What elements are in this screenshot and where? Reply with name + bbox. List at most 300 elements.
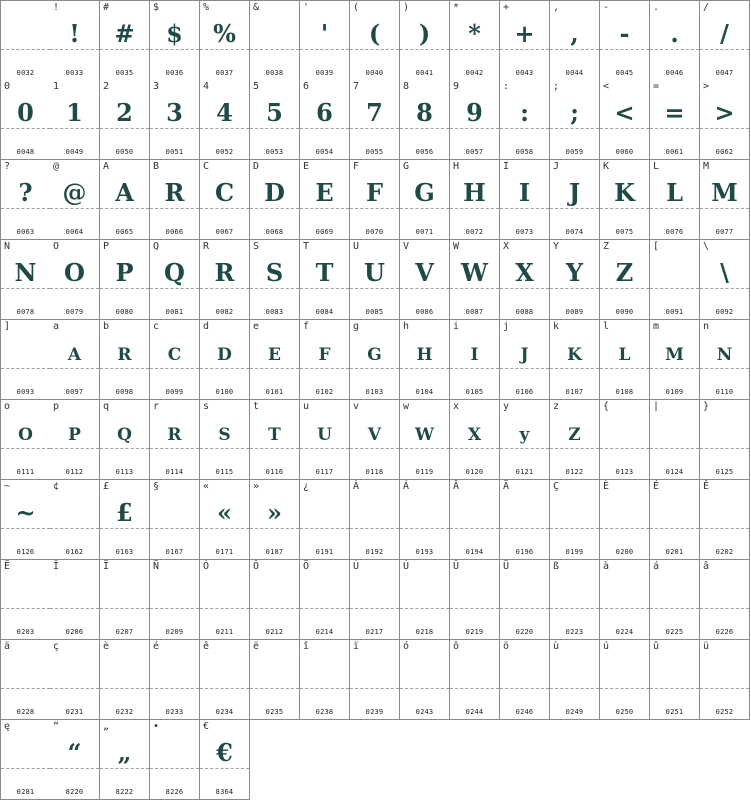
baseline-guide: [700, 528, 749, 529]
glyph-cell[interactable]: [450, 160, 500, 240]
glyph-cell[interactable]: [0, 560, 51, 640]
glyph-cell[interactable]: [250, 160, 300, 240]
baseline-guide: [400, 608, 449, 609]
glyph-key-label: á: [653, 561, 660, 572]
glyph-preview: [350, 498, 399, 528]
glyph-preview: I: [518, 178, 531, 207]
glyph-cell[interactable]: [350, 560, 400, 640]
glyph-cell[interactable]: [400, 320, 450, 400]
glyph-cell[interactable]: [0, 480, 51, 560]
glyph-cell[interactable]: [500, 0, 550, 81]
glyph-preview: [250, 658, 299, 688]
glyph-key-label: É: [653, 481, 660, 492]
glyph-code-label: 0232: [115, 708, 134, 716]
glyph-cell[interactable]: [100, 560, 150, 640]
glyph-cell[interactable]: [100, 400, 150, 480]
glyph-cell[interactable]: [400, 640, 450, 720]
glyph-cell[interactable]: [150, 720, 200, 800]
baseline-guide: [1, 208, 50, 209]
glyph-cell[interactable]: [300, 320, 350, 400]
glyph-cell[interactable]: [0, 0, 51, 81]
glyph-cell[interactable]: [150, 160, 200, 240]
glyph-cell[interactable]: [400, 160, 450, 240]
glyph-preview: ?: [18, 178, 33, 207]
glyph-code-label: 0047: [715, 69, 734, 77]
glyph-cell[interactable]: [550, 80, 600, 160]
glyph-code-label: 0067: [215, 228, 234, 236]
glyph-cell[interactable]: [650, 0, 700, 81]
glyph-cell[interactable]: [50, 80, 100, 160]
glyph-cell[interactable]: [50, 160, 100, 240]
glyph-cell[interactable]: [550, 560, 600, 640]
glyph-cell[interactable]: [300, 640, 350, 720]
glyph-code-label: 0244: [465, 708, 484, 716]
glyph-cell[interactable]: [50, 560, 100, 640]
glyph-preview: R: [167, 425, 182, 445]
baseline-guide: [150, 208, 199, 209]
glyph-cell[interactable]: [100, 240, 150, 320]
glyph-cell[interactable]: [250, 80, 300, 160]
glyph-cell[interactable]: [200, 320, 250, 400]
glyph-cell[interactable]: [400, 400, 450, 480]
glyph-preview: [1, 19, 50, 49]
glyph-cell[interactable]: [150, 320, 200, 400]
glyph-key-label: û: [653, 641, 660, 652]
glyph-code-label: 0252: [715, 708, 734, 716]
glyph-cell[interactable]: [400, 240, 450, 320]
glyph-cell[interactable]: [350, 0, 400, 81]
glyph-preview: M: [665, 345, 684, 365]
glyph-cell[interactable]: [350, 320, 400, 400]
glyph-cell[interactable]: [600, 480, 650, 560]
glyph-key-label: È: [603, 481, 610, 492]
glyph-cell[interactable]: [200, 240, 250, 320]
glyph-code-label: 0194: [465, 548, 484, 556]
baseline-guide: [150, 448, 199, 449]
glyph-cell[interactable]: [300, 240, 350, 320]
glyph-preview: [450, 498, 499, 528]
glyph-cell[interactable]: [150, 560, 200, 640]
glyph-cell[interactable]: [150, 0, 200, 81]
glyph-preview: Q: [164, 258, 185, 287]
glyph-cell[interactable]: [100, 640, 150, 720]
glyph-preview: R: [214, 258, 235, 287]
glyph-cell[interactable]: [650, 400, 700, 480]
glyph-code-label: 0201: [665, 548, 684, 556]
glyph-key-label: Ä: [503, 481, 510, 492]
glyph-key-label: ': [303, 2, 310, 13]
glyph-cell[interactable]: [300, 560, 350, 640]
baseline-guide: [150, 688, 199, 689]
glyph-preview: <: [614, 98, 635, 127]
glyph-cell[interactable]: [200, 400, 250, 480]
glyph-preview: „: [117, 738, 132, 767]
glyph-cell[interactable]: [0, 640, 51, 720]
glyph-code-label: 0107: [565, 388, 584, 396]
glyph-cell[interactable]: [500, 560, 550, 640]
glyph-preview: 0: [17, 98, 34, 127]
baseline-guide: [450, 688, 499, 689]
glyph-cell[interactable]: [250, 0, 300, 81]
glyph-cell[interactable]: [700, 240, 750, 320]
glyph-code-label: 0074: [565, 228, 584, 236]
glyph-preview: »: [267, 498, 282, 527]
glyph-preview: ': [320, 19, 329, 48]
glyph-cell[interactable]: [450, 640, 500, 720]
glyph-cell[interactable]: [700, 640, 750, 720]
glyph-code-label: 0118: [365, 468, 384, 476]
glyph-cell[interactable]: [200, 560, 250, 640]
glyph-code-label: 0126: [16, 548, 35, 556]
glyph-cell[interactable]: [250, 240, 300, 320]
glyph-cell[interactable]: [300, 80, 350, 160]
glyph-key-label: À: [353, 481, 360, 492]
glyph-cell[interactable]: [500, 240, 550, 320]
glyph-cell[interactable]: [250, 480, 300, 560]
glyph-cell[interactable]: [300, 400, 350, 480]
glyph-cell[interactable]: [650, 640, 700, 720]
glyph-cell[interactable]: [250, 320, 300, 400]
glyph-cell[interactable]: [100, 0, 150, 81]
glyph-cell[interactable]: [700, 80, 750, 160]
glyph-preview: [350, 578, 399, 608]
baseline-guide: [350, 288, 399, 289]
glyph-preview: D: [217, 345, 232, 365]
glyph-key-label: v: [353, 401, 360, 412]
glyph-cell[interactable]: [550, 160, 600, 240]
glyph-cell[interactable]: [550, 480, 600, 560]
glyph-cell[interactable]: [300, 160, 350, 240]
glyph-cell[interactable]: [50, 240, 100, 320]
glyph-cell[interactable]: [500, 480, 550, 560]
glyph-preview: [100, 658, 149, 688]
glyph-cell[interactable]: [0, 80, 51, 160]
glyph-key-label: ó: [403, 641, 410, 652]
glyph-key-label: 9: [453, 81, 460, 92]
glyph-cell[interactable]: [300, 0, 350, 81]
glyph-cell[interactable]: [700, 560, 750, 640]
glyph-cell[interactable]: [250, 640, 300, 720]
glyph-key-label: L: [653, 161, 660, 172]
glyph-key-label: l: [603, 321, 610, 332]
glyph-code-label: 0209: [165, 628, 184, 636]
glyph-cell[interactable]: [200, 80, 250, 160]
glyph-code-label: 0085: [365, 308, 384, 316]
baseline-guide: [400, 128, 449, 129]
glyph-cell[interactable]: [450, 480, 500, 560]
glyph-code-label: 0069: [315, 228, 334, 236]
glyph-code-label: 0249: [565, 708, 584, 716]
glyph-cell[interactable]: [450, 0, 500, 81]
glyph-preview: E: [315, 178, 334, 207]
baseline-guide: [1, 448, 50, 449]
baseline-guide: [550, 448, 599, 449]
baseline-guide: [700, 208, 749, 209]
glyph-code-label: 0218: [415, 628, 434, 636]
glyph-key-label: W: [453, 241, 460, 252]
baseline-guide: [600, 368, 649, 369]
glyph-cell[interactable]: [300, 480, 350, 560]
glyph-key-label: Ç: [553, 481, 560, 492]
glyph-key-label: 7: [353, 81, 360, 92]
glyph-cell[interactable]: [350, 160, 400, 240]
glyph-cell[interactable]: [0, 240, 51, 320]
glyph-preview: [650, 658, 699, 688]
glyph-key-label: 8: [403, 81, 410, 92]
baseline-guide: [400, 688, 449, 689]
glyph-cell[interactable]: [50, 480, 100, 560]
glyph-cell[interactable]: [500, 320, 550, 400]
glyph-cell[interactable]: [600, 240, 650, 320]
glyph-code-label: 0200: [615, 548, 634, 556]
baseline-guide: [50, 49, 99, 50]
glyph-cell[interactable]: [400, 0, 450, 81]
glyph-code-label: 8222: [115, 788, 134, 796]
glyph-cell[interactable]: [600, 0, 650, 81]
glyph-key-label: #: [103, 2, 110, 13]
glyph-key-label: i: [453, 321, 460, 332]
glyph-cell[interactable]: [550, 640, 600, 720]
glyph-key-label: “: [53, 721, 60, 732]
glyph-key-label: »: [253, 481, 260, 492]
glyph-key-label: =: [653, 81, 660, 92]
glyph-preview: [550, 658, 599, 688]
glyph-code-label: 0036: [165, 69, 184, 77]
glyph-cell[interactable]: [0, 400, 51, 480]
glyph-cell[interactable]: [350, 480, 400, 560]
glyph-code-label: 0090: [615, 308, 634, 316]
glyph-preview: [150, 738, 199, 768]
glyph-cell[interactable]: [150, 640, 200, 720]
baseline-guide: [150, 608, 199, 609]
glyph-cell[interactable]: [50, 640, 100, 720]
glyph-code-label: 0038: [265, 69, 284, 77]
glyph-code-label: 0084: [315, 308, 334, 316]
baseline-guide: [650, 288, 699, 289]
glyph-cell[interactable]: [450, 400, 500, 480]
glyph-code-label: 0117: [315, 468, 334, 476]
glyph-cell[interactable]: [450, 560, 500, 640]
glyph-cell[interactable]: [650, 560, 700, 640]
glyph-code-label: 0065: [115, 228, 134, 236]
glyph-code-label: 0104: [415, 388, 434, 396]
glyph-cell[interactable]: [550, 0, 600, 81]
glyph-preview: [700, 418, 749, 448]
glyph-cell[interactable]: [400, 80, 450, 160]
glyph-cell[interactable]: [200, 720, 250, 800]
glyph-cell[interactable]: [100, 720, 150, 800]
baseline-guide: [1, 49, 50, 50]
glyph-cell[interactable]: [200, 640, 250, 720]
glyph-code-label: 8226: [165, 788, 184, 796]
baseline-guide: [700, 608, 749, 609]
glyph-preview: 2: [116, 98, 133, 127]
glyph-cell[interactable]: [0, 320, 51, 400]
glyph-preview: 1: [66, 98, 83, 127]
baseline-guide: [50, 608, 99, 609]
glyph-key-label: z: [553, 401, 560, 412]
glyph-code-label: 0037: [215, 69, 234, 77]
glyph-code-label: 0032: [16, 69, 35, 77]
glyph-code-label: 0057: [465, 148, 484, 156]
glyph-cell[interactable]: [700, 400, 750, 480]
glyph-cell[interactable]: [100, 80, 150, 160]
glyph-key-label: w: [403, 401, 410, 412]
glyph-code-label: 0040: [365, 69, 384, 77]
glyph-cell[interactable]: [50, 720, 100, 800]
glyph-preview: G: [414, 178, 435, 207]
glyph-key-label: Ú: [403, 561, 410, 572]
glyph-cell[interactable]: [700, 480, 750, 560]
glyph-key-label: U: [353, 241, 360, 252]
baseline-guide: [550, 368, 599, 369]
glyph-cell[interactable]: [500, 400, 550, 480]
baseline-guide: [300, 128, 349, 129]
glyph-key-label: 1: [53, 81, 60, 92]
glyph-cell[interactable]: [550, 400, 600, 480]
glyph-cell[interactable]: [600, 160, 650, 240]
glyph-key-label: Ó: [203, 561, 210, 572]
glyph-code-label: 0122: [565, 468, 584, 476]
glyph-code-label: 0079: [65, 308, 84, 316]
glyph-cell[interactable]: [150, 480, 200, 560]
glyph-key-label: 3: [153, 81, 160, 92]
glyph-cell[interactable]: [500, 160, 550, 240]
glyph-cell[interactable]: [50, 320, 100, 400]
glyph-cell[interactable]: [350, 400, 400, 480]
glyph-preview: [350, 658, 399, 688]
glyph-cell[interactable]: [600, 400, 650, 480]
glyph-preview: [500, 578, 549, 608]
glyph-preview: (: [368, 19, 381, 48]
glyph-cell[interactable]: [700, 0, 750, 81]
baseline-guide: [350, 608, 399, 609]
glyph-cell[interactable]: [50, 400, 100, 480]
glyph-cell[interactable]: [650, 240, 700, 320]
glyph-cell[interactable]: [650, 160, 700, 240]
glyph-code-label: 0211: [215, 628, 234, 636]
glyph-cell[interactable]: [350, 80, 400, 160]
glyph-preview: [200, 658, 249, 688]
baseline-guide: [100, 768, 149, 769]
glyph-key-label: /: [703, 2, 710, 13]
glyph-code-label: 0088: [515, 308, 534, 316]
baseline-guide: [400, 528, 449, 529]
baseline-guide: [300, 49, 349, 50]
glyph-preview: J: [568, 178, 581, 207]
glyph-cell[interactable]: [150, 80, 200, 160]
glyph-cell[interactable]: [100, 320, 150, 400]
baseline-guide: [600, 448, 649, 449]
baseline-guide: [300, 208, 349, 209]
glyph-preview: R: [164, 178, 185, 207]
glyph-cell[interactable]: [350, 240, 400, 320]
glyph-code-label: 0223: [565, 628, 584, 636]
glyph-cell[interactable]: [200, 480, 250, 560]
baseline-guide: [200, 208, 249, 209]
glyph-code-label: 0049: [65, 148, 84, 156]
glyph-key-label: $: [153, 2, 160, 13]
glyph-cell[interactable]: [0, 160, 51, 240]
glyph-cell[interactable]: [450, 80, 500, 160]
glyph-key-label: à: [603, 561, 610, 572]
baseline-guide: [1, 368, 50, 369]
glyph-code-label: 0228: [16, 708, 35, 716]
glyph-code-label: 8220: [65, 788, 84, 796]
glyph-cell[interactable]: [450, 240, 500, 320]
baseline-guide: [600, 288, 649, 289]
glyph-cell[interactable]: [150, 240, 200, 320]
glyph-cell[interactable]: [100, 480, 150, 560]
baseline-guide: [100, 288, 149, 289]
glyph-cell[interactable]: [250, 400, 300, 480]
baseline-guide: [500, 208, 549, 209]
glyph-key-label: N: [4, 241, 11, 252]
baseline-guide: [350, 128, 399, 129]
glyph-cell[interactable]: [350, 640, 400, 720]
glyph-cell[interactable]: [550, 240, 600, 320]
glyph-cell[interactable]: [600, 560, 650, 640]
glyph-cell[interactable]: [550, 320, 600, 400]
glyph-cell[interactable]: [650, 320, 700, 400]
glyph-cell[interactable]: [600, 640, 650, 720]
glyph-cell[interactable]: [600, 80, 650, 160]
glyph-preview: >: [714, 98, 735, 127]
baseline-guide: [200, 448, 249, 449]
glyph-code-label: 0203: [16, 628, 35, 636]
glyph-cell[interactable]: [700, 160, 750, 240]
glyph-cell[interactable]: [200, 0, 250, 81]
glyph-code-label: 0187: [265, 548, 284, 556]
glyph-cell[interactable]: [400, 560, 450, 640]
baseline-guide: [350, 528, 399, 529]
glyph-cell[interactable]: [700, 320, 750, 400]
glyph-key-label: Û: [453, 561, 460, 572]
glyph-preview: [500, 498, 549, 528]
glyph-cell[interactable]: [50, 0, 100, 81]
glyph-code-label: 0123: [615, 468, 634, 476]
glyph-code-label: 0250: [615, 708, 634, 716]
glyph-cell[interactable]: [650, 80, 700, 160]
glyph-cell[interactable]: [250, 560, 300, 640]
baseline-guide: [250, 448, 299, 449]
glyph-cell[interactable]: [400, 480, 450, 560]
baseline-guide: [650, 608, 699, 609]
glyph-key-label: q: [103, 401, 110, 412]
glyph-cell[interactable]: [100, 160, 150, 240]
baseline-guide: [250, 368, 299, 369]
baseline-guide: [350, 49, 399, 50]
baseline-guide: [100, 608, 149, 609]
glyph-preview: W: [414, 425, 435, 445]
baseline-guide: [650, 528, 699, 529]
baseline-guide: [400, 288, 449, 289]
glyph-key-label: ë: [253, 641, 260, 652]
glyph-cell[interactable]: [450, 320, 500, 400]
glyph-cell[interactable]: [500, 80, 550, 160]
glyph-key-label: â: [703, 561, 710, 572]
glyph-cell[interactable]: [650, 480, 700, 560]
glyph-cell[interactable]: [150, 400, 200, 480]
glyph-cell[interactable]: [0, 720, 51, 800]
glyph-cell[interactable]: [600, 320, 650, 400]
glyph-cell[interactable]: [500, 640, 550, 720]
glyph-cell[interactable]: [200, 160, 250, 240]
glyph-code-label: 0167: [165, 548, 184, 556]
glyph-key-label: *: [453, 2, 460, 13]
baseline-guide: [400, 49, 449, 50]
glyph-code-label: 0080: [115, 308, 134, 316]
